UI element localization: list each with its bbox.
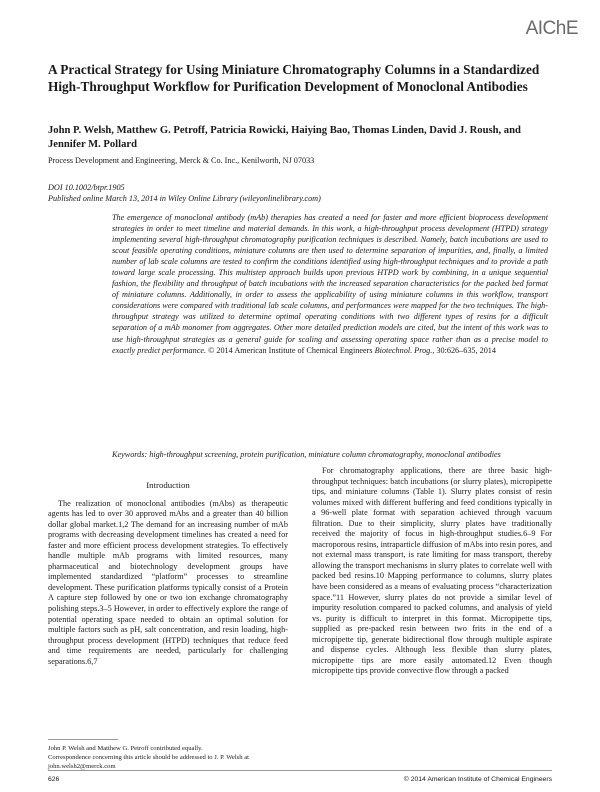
footnote-contribution: John P. Welsh and Matthew G. Petroff contributed equally.	[48, 745, 203, 752]
abstract-journal: Biotechnol. Prog.	[374, 345, 433, 355]
left-column	[48, 480, 288, 667]
article-title: A Practical Strategy for Using Miniature Chromatography Columns in a Standardized High-Throughput Workflow for Purification Development of Monoclonal Antibodies	[48, 62, 540, 94]
affiliation: Process Development and Engineering, Merck & Co. Inc., Kenilworth, NJ 07033	[48, 156, 315, 165]
publication-info	[48, 182, 321, 204]
right-column	[312, 466, 552, 677]
abstract-citation: , 30:626–635, 2014	[432, 345, 496, 355]
footnote-correspondence: Correspondence concerning this article should be addressed to J. P. Welsh at john.welsh2@merck.com	[48, 754, 249, 770]
author-list: John P. Welsh, Matthew G. Petroff, Patricia Rowicki, Haiying Bao, Thomas Linden, David J. Roush, and Jennifer M. Pollard	[48, 125, 521, 150]
footer-copyright: © 2014 American Institute of Chemical Engineers	[403, 776, 552, 783]
abstract	[112, 212, 548, 356]
body-paragraph: The realization of monoclonal antibodies (mAbs) as therapeutic agents has led to over 30 approved mAbs and a greater than 40 billion dollar global market.1,2 The demand for an increasing number of mAb programs with decreasing development timelines has created a need for faster and more efficient process development strategies. To effectively handle multiple mAb programs with limited resources, many pharmaceutical and biotechnology development groups have implemented standardized “platform” processes to streamline development. These purification platforms typically consist of a Protein A capture step followed by one or two ion exchange chromatography polishing steps.3–5 However, in order to effectively explore the range of potential operating space needed to obtain an optimal solution for multiple factors such as pH, salt concentration, and resin loading, high-throughput process development (HTPD) techniques that reduce feed and time requirements are needed, particularly for challenging separations.6,7	[48, 498, 288, 666]
abstract-copyright: © 2014 American Institute of Chemical Engineers	[206, 345, 375, 355]
section-heading-introduction: Introduction	[146, 480, 190, 490]
abstract-text: The emergence of monoclonal antibody (mAb) therapies has created a need for faster and more efficient bioprocess development strategies in order to meet timeline and material demands. In this work, a high-throughput process development (HTPD) strategy implementing several high-throughput chromatography purification techniques is described. Namely, batch incubations are used to scout feasible operating conditions, miniature columns are then used to determine separation of impurities, and, finally, a limited number of lab scale columns are tested to confirm the conditions identified using high-throughput techniques and to provide a path toward large scale processing. This multistep approach builds upon previous HTPD work by combining, in a unique sequential fashion, the flexibility and throughput of batch incubations with the increased separation characteristics for the packed bed format of miniature columns. Additionally, in order to assess the applicability of using miniature columns in this workflow, transport considerations were compared with traditional lab scale columns, and performances were mapped for the two techniques. The high-throughput strategy was utilized to determine optimal operating conditions with two different types of resins for a difficult separation of a mAb monomer from aggregates. Other more detailed prediction models are cited, but the intent of this work was to use high-throughput strategies as a general guide for scaling and assessing operating space rather than as a precise model to exactly predict performance.	[112, 213, 548, 355]
page-number: 626	[48, 776, 60, 783]
keywords: Keywords: high-throughput screening, protein purification, miniature column chromatography, monoclonal antibodies	[112, 450, 501, 459]
doi-line: DOI 10.1002/btpr.1905	[48, 183, 125, 192]
footnote-divider	[48, 739, 118, 740]
footnotes	[48, 744, 288, 771]
journal-brand: AIChE	[525, 18, 578, 39]
published-line: Published online March 13, 2014 in Wiley Online Library (wileyonlinelibrary.com)	[48, 194, 321, 203]
footer-divider	[48, 770, 552, 771]
body-paragraph: For chromatography applications, there are three basic high-throughput techniques: batch incubations (or slurry plates), micropipette tips, and miniature columns (Table 1). Slurry plates consist of resin volumes mixed with different buffering and feed conditions typically in a 96-well plate format with separation achieved through vacuum filtration. Due to their simplicity, slurry plates have traditionally received the majority of focus in high-throughput studies.6–9 For macroporous resins, intraparticle diffusion of mAbs into resin pores, and not external mass transport, is rate limiting for mass transport, thereby allowing the transport mechanisms in slurry plates to correlate well with packed bed resins.10 Mapping performance to columns, slurry plates have been considered as a means of evaluating process “characterization space.”11 However, slurry plates do not provide a similar level of impurity resolution compared to packed columns, and analysis of yield vs. purity is difficult to interpret in this format. Micropipette tips, supplied as pre-packed resin between two frits in the end of a micropipette tip, generate bidirectional flow through multiple aspirate and dispense cycles. Although less flexible than slurry plates, micropipette tips are more easily automated.12 Even though micropipette tips provide convective flow through a packed	[312, 466, 552, 676]
